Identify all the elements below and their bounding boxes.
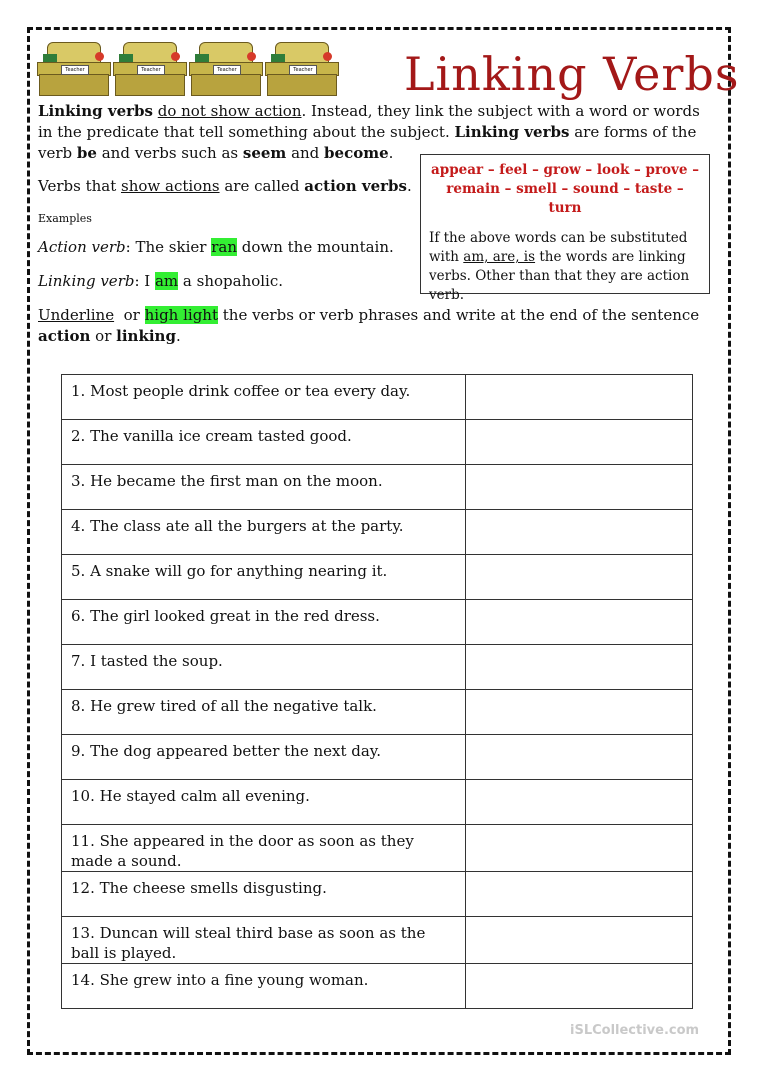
highlighted-phrase: high light bbox=[144, 306, 218, 324]
highlighted-verb: am bbox=[154, 272, 179, 290]
apple-icon bbox=[323, 52, 332, 61]
book-icon bbox=[271, 54, 285, 62]
instruction bbox=[38, 305, 710, 347]
underlined-phrase: Underline bbox=[38, 306, 115, 324]
intro-text: . Instead, they link the subject with a word or words in the predicate that tell something about the subject. bbox=[38, 102, 700, 141]
table-row bbox=[62, 735, 693, 780]
watermark: iSLCollective.com bbox=[570, 1023, 700, 1038]
sentence-cell: 6. The girl looked great in the red dress. bbox=[62, 600, 466, 645]
example-text: : I bbox=[134, 272, 155, 290]
intro-text: and bbox=[286, 144, 325, 162]
sentence-cell: 5. A snake will go for anything nearing it. bbox=[62, 555, 466, 600]
underlined-phrase: do not show action bbox=[157, 102, 302, 120]
note-text: If the above words can be substituted with bbox=[429, 230, 688, 265]
book-icon bbox=[195, 54, 209, 62]
table-row bbox=[62, 690, 693, 735]
sentence-cell: 1. Most people drink coffee or tea every day. bbox=[62, 375, 466, 420]
sentence-cell: 7. I tasted the soup. bbox=[62, 645, 466, 690]
verb-list-line: remain – smell – sound – taste – turn bbox=[446, 181, 684, 216]
desk-sign: Teacher bbox=[137, 65, 165, 75]
answer-cell[interactable] bbox=[466, 555, 693, 600]
example-label: Action verb bbox=[38, 238, 126, 256]
term-be: be bbox=[76, 144, 97, 162]
answer-cell[interactable] bbox=[466, 735, 693, 780]
term-linking-verbs: Linking verbs bbox=[454, 123, 570, 141]
instruction-text: the verbs or verb phrases and write at the end of the sentence bbox=[217, 306, 700, 324]
desk-image bbox=[265, 40, 337, 96]
apple-icon bbox=[171, 52, 180, 61]
underlined-phrase: show actions bbox=[121, 177, 220, 195]
infobox-note bbox=[429, 229, 701, 305]
apple-icon bbox=[247, 52, 256, 61]
answer-cell[interactable] bbox=[466, 420, 693, 465]
note-text: the words are linking verbs. Other than that they are action verb. bbox=[429, 249, 690, 303]
desk-illustration bbox=[37, 40, 337, 96]
table-row bbox=[62, 375, 693, 420]
answer-cell[interactable] bbox=[466, 780, 693, 825]
table-row bbox=[62, 510, 693, 555]
highlighted-verb: ran bbox=[211, 238, 237, 256]
desk-sign: Teacher bbox=[61, 65, 89, 75]
table-row bbox=[62, 555, 693, 600]
intro-text: are called bbox=[219, 177, 305, 195]
answer-cell[interactable] bbox=[466, 465, 693, 510]
term-become: become bbox=[324, 144, 389, 162]
action-verbs-sentence bbox=[38, 176, 412, 197]
term-linking-verbs: Linking verbs bbox=[38, 102, 153, 120]
table-row bbox=[62, 917, 693, 964]
desk-image bbox=[113, 40, 185, 96]
sentence-cell: 2. The vanilla ice cream tasted good. bbox=[62, 420, 466, 465]
answer-cell[interactable] bbox=[466, 375, 693, 420]
intro-text: . bbox=[407, 177, 412, 195]
examples-heading: Examples bbox=[38, 212, 92, 225]
sentence-cell: 13. Duncan will steal third base as soon as the ball is played. bbox=[62, 917, 466, 964]
answer-cell[interactable] bbox=[466, 964, 693, 1009]
book-icon bbox=[119, 54, 133, 62]
sentence-cell: 12. The cheese smells disgusting. bbox=[62, 872, 466, 917]
answer-cell[interactable] bbox=[466, 690, 693, 735]
intro-text: Verbs that bbox=[38, 177, 121, 195]
answer-cell[interactable] bbox=[466, 510, 693, 555]
sentence-cell: 11. She appeared in the door as soon as they made a sound. bbox=[62, 825, 466, 872]
intro-text: and verbs such as bbox=[96, 144, 243, 162]
answer-cell[interactable] bbox=[466, 645, 693, 690]
term-seem: seem bbox=[242, 144, 287, 162]
example-text: down the mountain. bbox=[236, 238, 394, 256]
intro-text: are forms of the verb bbox=[38, 123, 697, 162]
term-action-verbs: action verbs bbox=[304, 177, 407, 195]
sentence-cell: 10. He stayed calm all evening. bbox=[62, 780, 466, 825]
sentence-cell: 8. He grew tired of all the negative talk. bbox=[62, 690, 466, 735]
instruction-text: . bbox=[175, 327, 181, 345]
table-row bbox=[62, 645, 693, 690]
term-linking: linking bbox=[116, 327, 176, 345]
desk-sign: Teacher bbox=[289, 65, 317, 75]
table-row bbox=[62, 780, 693, 825]
sentence-cell: 4. The class ate all the burgers at the party. bbox=[62, 510, 466, 555]
desk-image bbox=[189, 40, 261, 96]
underlined-phrase: am, are, is bbox=[463, 249, 536, 265]
linking-verb-example bbox=[38, 271, 283, 292]
table-row bbox=[62, 825, 693, 872]
example-label: Linking verb bbox=[38, 272, 135, 290]
example-text: a shopaholic. bbox=[178, 272, 284, 290]
answer-cell[interactable] bbox=[466, 825, 693, 872]
table-row bbox=[62, 600, 693, 645]
table-row bbox=[62, 465, 693, 510]
table-row bbox=[62, 420, 693, 465]
sentence-cell: 9. The dog appeared better the next day. bbox=[62, 735, 466, 780]
desk-sign: Teacher bbox=[213, 65, 241, 75]
intro-text: . bbox=[388, 144, 394, 162]
action-verb-example bbox=[38, 237, 394, 258]
example-text: : The skier bbox=[125, 238, 212, 256]
term-action: action bbox=[38, 327, 91, 345]
sentence-cell: 3. He became the first man on the moon. bbox=[62, 465, 466, 510]
exercise-table bbox=[61, 374, 693, 1009]
page-title: Linking Verbs bbox=[404, 47, 740, 101]
instruction-text: or bbox=[90, 327, 117, 345]
answer-cell[interactable] bbox=[466, 917, 693, 964]
sentence-cell: 14. She grew into a fine young woman. bbox=[62, 964, 466, 1009]
answer-cell[interactable] bbox=[466, 600, 693, 645]
instruction-text: or bbox=[114, 306, 145, 324]
book-icon bbox=[43, 54, 57, 62]
apple-icon bbox=[95, 52, 104, 61]
table-row bbox=[62, 964, 693, 1009]
linking-verbs-box bbox=[420, 154, 710, 303]
table-row bbox=[62, 872, 693, 917]
desk-image bbox=[37, 40, 109, 96]
verb-list-line: appear – feel – grow – look – prove – bbox=[431, 162, 699, 178]
answer-cell[interactable] bbox=[466, 872, 693, 917]
